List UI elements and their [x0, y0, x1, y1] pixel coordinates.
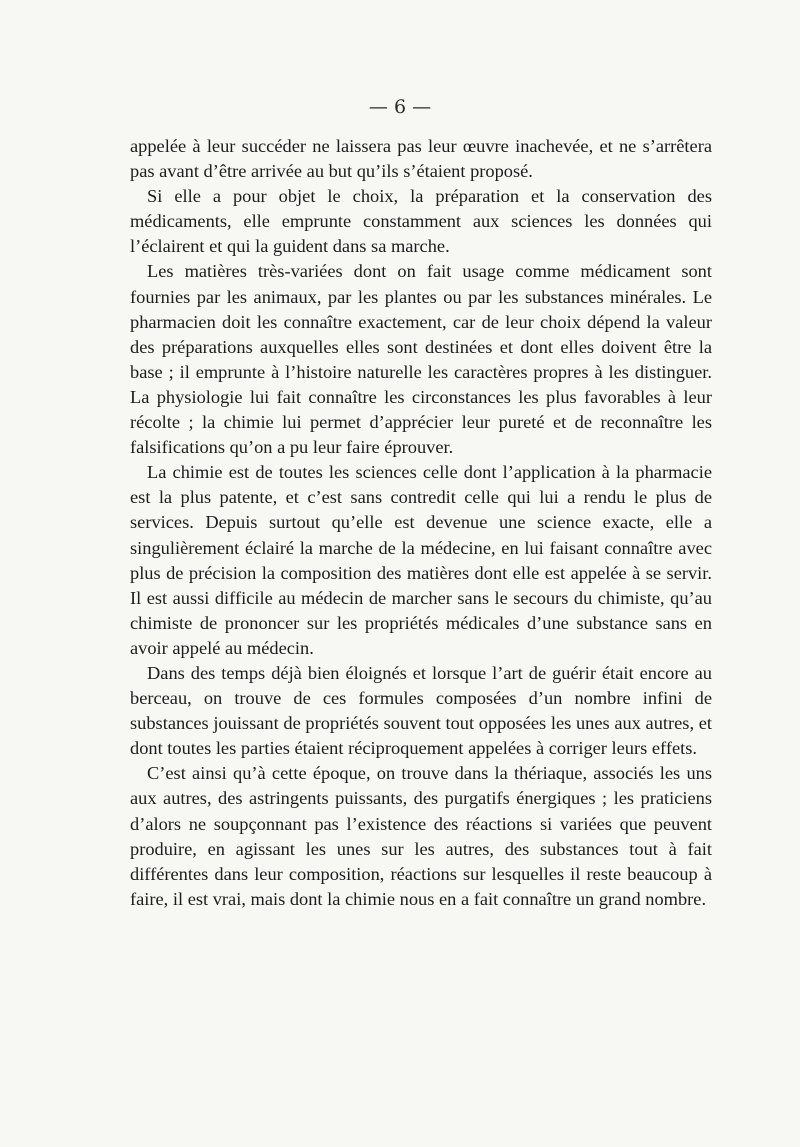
paragraph: appelée à leur succéder ne laissera pas leur œuvre inachevée, et ne s’arrêtera pas avant d’être arrivée au but qu’ils s’étaient proposé.: [130, 136, 712, 182]
paragraph: C’est ainsi qu’à cette époque, on trouve dans la thériaque, associés les uns aux autres, des astringents puissants, des purgatifs énergiques ; les praticiens d’alors ne soupçonnant pas l’existence des réactions si variées que peuvent produire, en agissant les unes sur les autres, des substances tout à fait différentes dans leur composition, réactions sur lesquelles il reste beaucoup à faire, il est vrai, mais dont la chimie nous en a fait connaître un grand nombre.: [130, 763, 712, 909]
paragraph: Si elle a pour objet le choix, la préparation et la conservation des médicaments, elle emprunte constamment aux sciences les données qui l’éclairent et qui la guident dans sa marche.: [130, 186, 712, 257]
body-text: [130, 134, 712, 912]
paragraph: Les matières très-variées dont on fait usage comme médicament sont fournies par les animaux, par les plantes ou par les substances minérales. Le pharmacien doit les connaître exactement, car de leur choix dépend la valeur des préparations auxquelles elles sont destinées et dont elles doivent être la base ; il emprunte à l’histoire naturelle les caractères propres à les distinguer. La physiologie lui fait connaître les circonstances les plus favorables à leur récolte ; la chimie lui permet d’apprécier leur pureté et de reconnaître les falsifications qu’on a pu leur faire éprouver.: [130, 261, 712, 458]
paragraph: Dans des temps déjà bien éloignés et lorsque l’art de guérir était encore au berceau, on trouve de ces formules composées d’un nombre infini de substances jouissant de propriétés souvent tout opposées les unes aux autres, et dont toutes les parties étaient réciproquement appelées à corriger leurs effets.: [130, 662, 712, 759]
page-number: — 6 —: [368, 96, 432, 118]
paragraph: La chimie est de toutes les sciences celle dont l’application à la pharmacie est la plus patente, et c’est sans contredit celle qui lui a rendu le plus de services. Depuis surtout qu’elle est devenue une science exacte, elle a singulièrement éclairé la marche de la médecine, en lui faisant connaître avec plus de précision la composition des matières dont elle est appelée à se servir. Il est aussi difficile au médecin de marcher sans le secours du chimiste, qu’au chimiste de prononcer sur les propriétés médicales d’une substance sans en avoir appelé au médecin.: [130, 462, 712, 658]
